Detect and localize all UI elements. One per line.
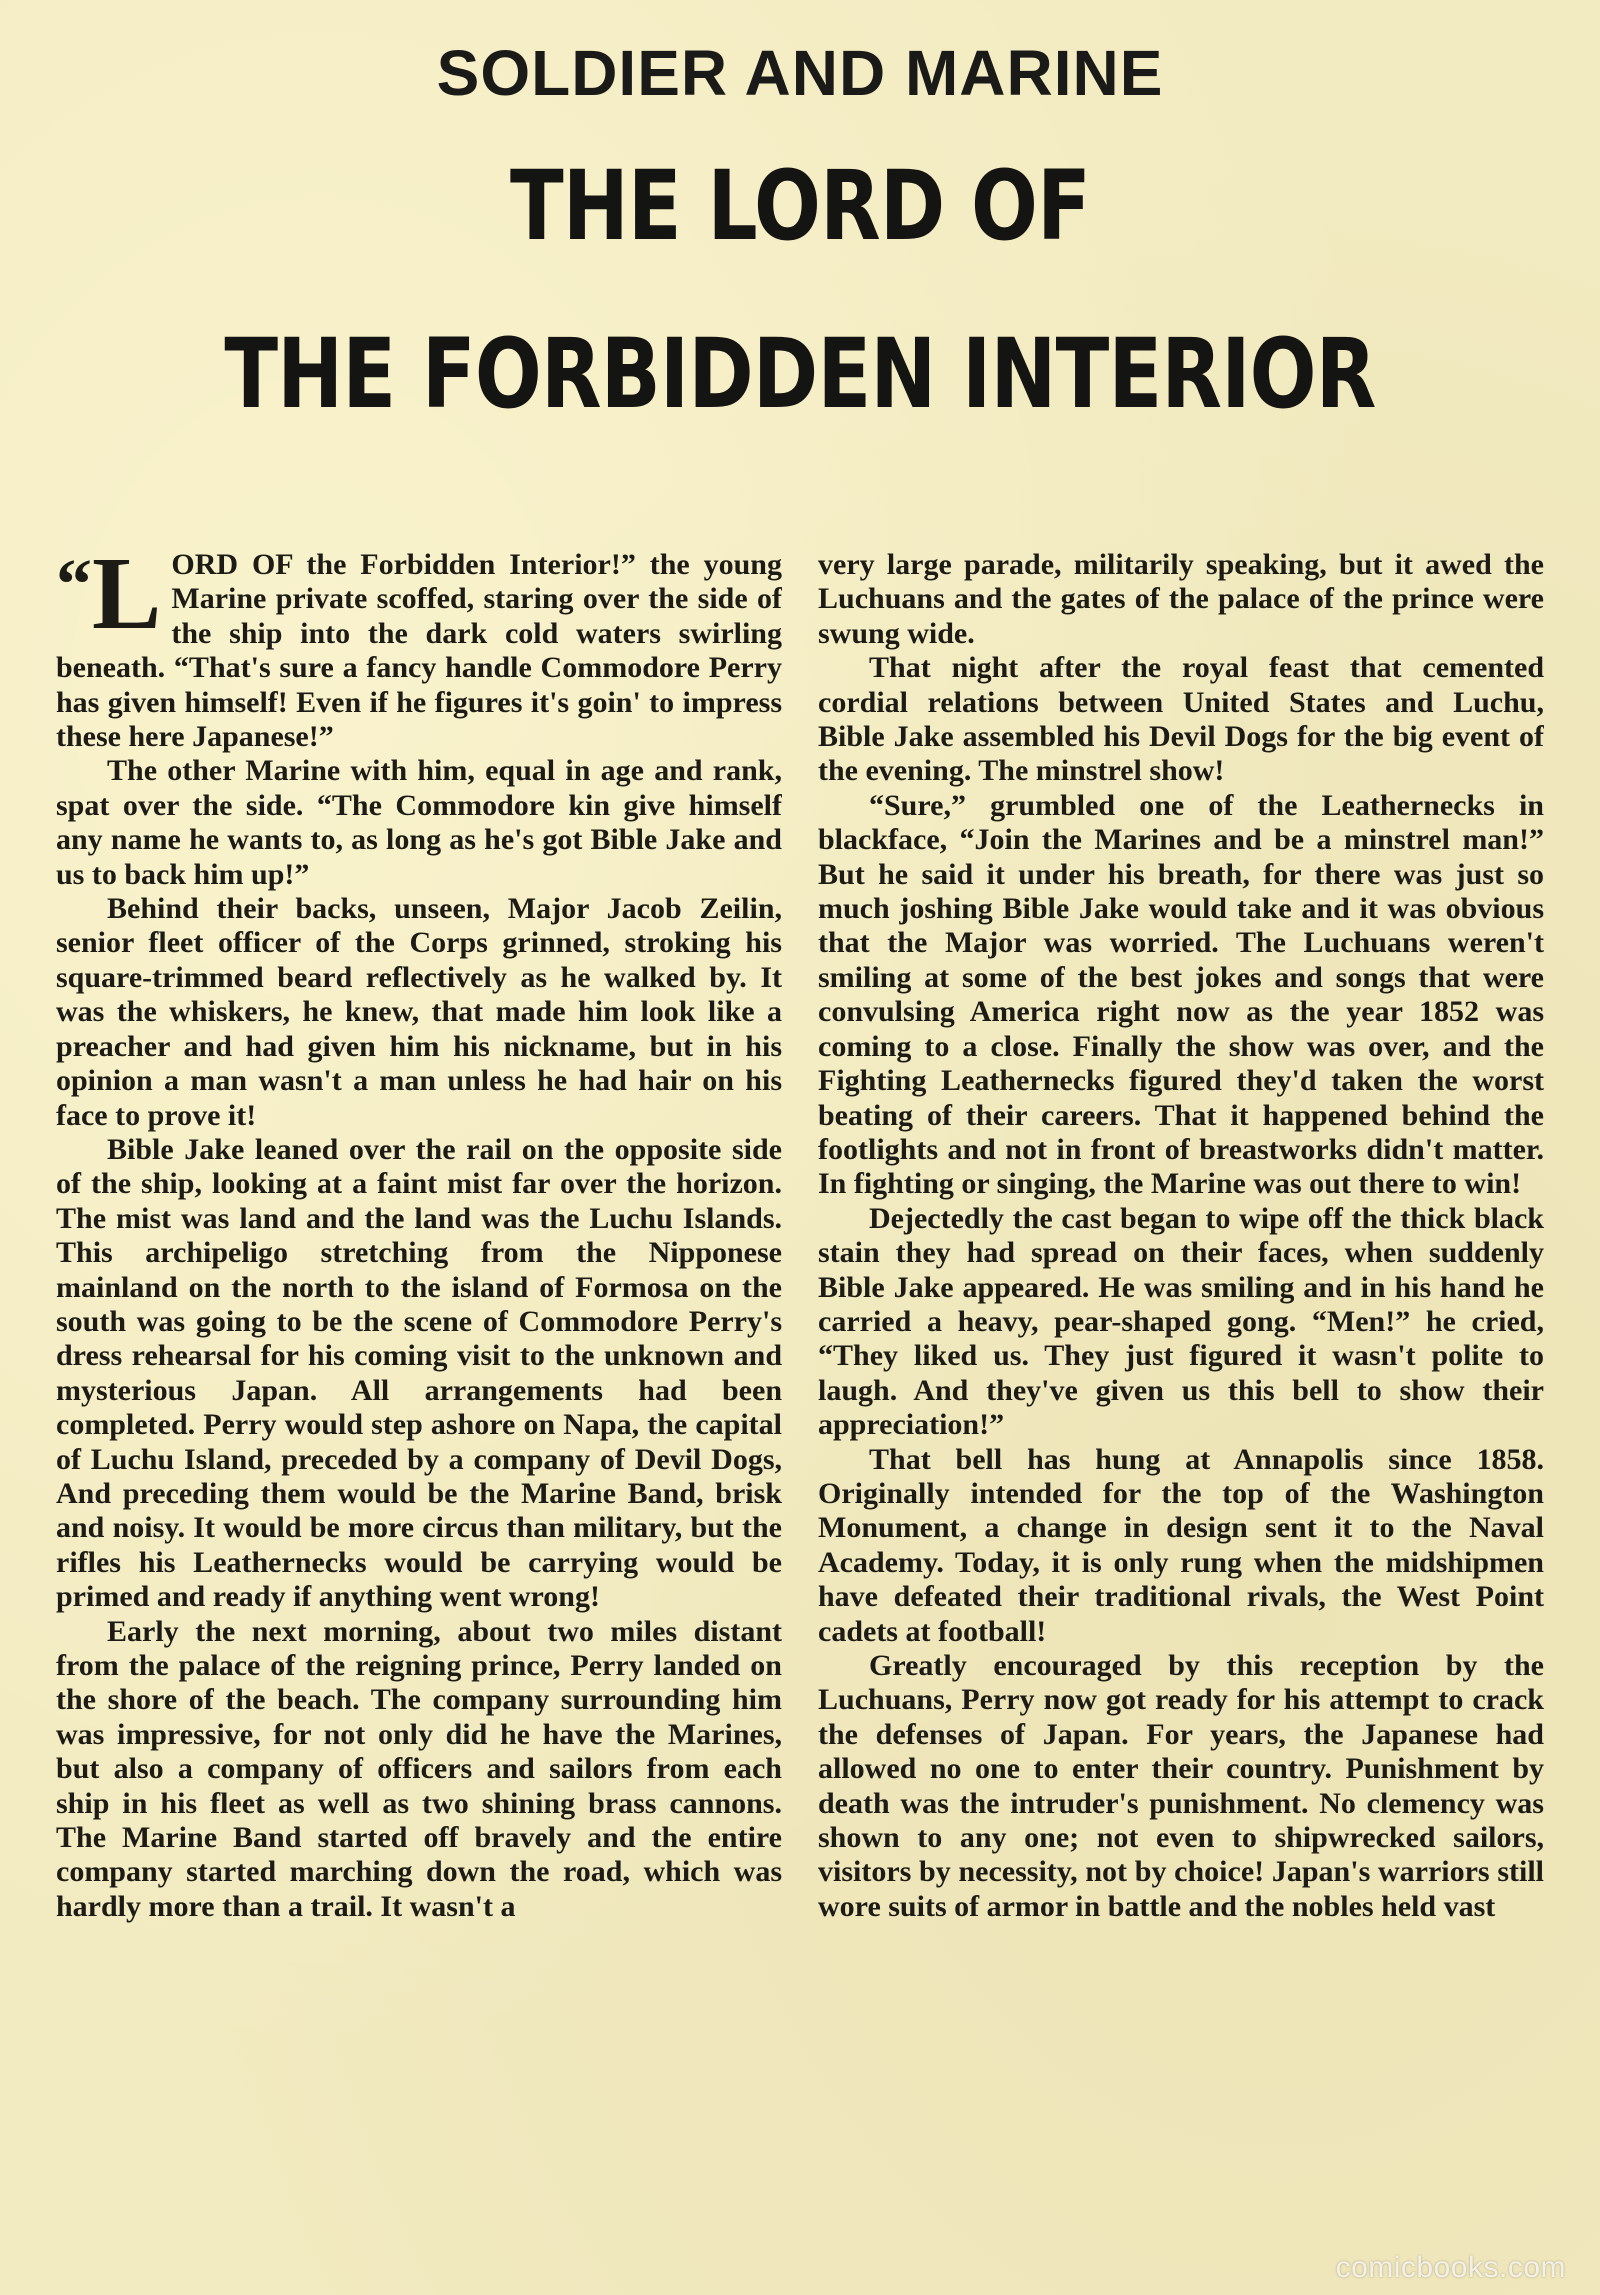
story-paragraph: Behind their backs, unseen, Major Jacob Zeilin, senior fleet officer of the Corps grinned, stroking his square-trimmed beard reflectively as he walked by. It was the whiskers, he knew, that made him look like a preacher and had given him his nickname, but in his opinion a man wasn't a man unless he had hair on his face to prove it! <box>56 892 782 1132</box>
story-paragraph: That night after the royal feast that cemented cordial relations between United States and Luchu, Bible Jake assembled his Devil Dogs for the big event of the evening. The minstrel show! <box>818 651 1544 788</box>
story-paragraph: That bell has hung at Annapolis since 1858. Originally intended for the top of the Washington Monument, a change in design sent it to the Naval Academy. Today, it is only rung when the midshipmen have defeated their traditional rivals, the West Point cadets at football! <box>818 1442 1544 1648</box>
site-watermark: comicbooks.com <box>1335 2251 1566 2284</box>
story-paragraph: Greatly encouraged by this reception by the Luchuans, Perry now got ready for his attempt to crack the defenses of Japan. For years, the Japanese had allowed no one to enter their country. Punishment by death was the intruder's punishment. No clemency was shown to any one; not even to shipwrecked sailors, visitors by necessity, not by choice! Japan's warriors still wore suits of armor in battle and the nobles held vast <box>818 1649 1544 1923</box>
story-paragraph <box>56 548 782 754</box>
drop-cap <box>56 548 162 651</box>
story-title-line-2: THE FORBIDDEN INTERIOR <box>224 318 1376 430</box>
story-paragraph: Early the next morning, about two miles distant from the palace of the reigning prince, Perry landed on the shore of the beach. The company surrounding him was impressive, for not only did he have the Marines, but also a company of officers and sailors from each ship in his fleet as well as two shining brass cannons. The Marine Band started off bravely and the entire company started marching down the road, which was hardly more than a trail. It wasn't a <box>56 1614 782 1923</box>
story-title-line-1: THE LORD OF <box>509 150 1091 262</box>
right-text-column <box>818 548 1544 2248</box>
story-paragraph: Dejectedly the cast began to wipe off the thick black stain they had spread on their faces, when suddenly Bible Jake appeared. He was smiling and in his hand he carried a heavy, pear-shaped gong. “Men!” he cried, “They liked us. They just figured it wasn't polite to laugh. And they've given us this bell to show their appreciation!” <box>818 1201 1544 1442</box>
story-paragraph-text: ORD OF the Forbidden Interior!” the young Marine private scoffed, staring over the side of the ship into the dark cold waters swirling beneath. “That's sure a fancy handle Commodore Perry has given himself! Even if he figures it's goin' to impress these here Japanese!” <box>56 548 782 754</box>
story-paragraph: “Sure,” grumbled one of the Leathernecks in blackface, “Join the Marines and be a minstrel man!” But he said it under his breath, for there was just so much joshing Bible Jake would take and it was obvious that the Major was worried. The Luchuans weren't smiling at some of the best jokes and songs that were convulsing America right now as the year 1852 was coming to a close. Finally the show was over, and the Fighting Leathernecks figured they'd taken the worst beating of their careers. That it happened behind the footlights and not in front of breastworks didn't matter. In fighting or singing, the Marine was out there to win! <box>818 788 1544 1201</box>
story-paragraph: Bible Jake leaned over the rail on the opposite side of the ship, looking at a faint mist far over the horizon. The mist was land and the land was the Luchu Islands. This archipeligo stretching from the Nipponese mainland on the north to the island of Formosa on the south was going to be the scene of Commodore Perry's dress rehearsal for his coming visit to the unknown and mysterious Japan. All arrangements had been completed. Perry would step ashore on Napa, the capital of Luchu Island, preceded by a company of Devil Dogs, And preceding them would be the Marine Band, brisk and noisy. It would be more circus than military, but the rifles his Leathernecks would be carrying would be primed and ready if anything went wrong! <box>56 1132 782 1614</box>
section-kicker: SOLDIER AND MARINE <box>436 37 1164 109</box>
story-paragraph: very large parade, militarily speaking, but it awed the Luchuans and the gates of the palace of the prince were swung wide. <box>818 548 1544 650</box>
story-paragraph: The other Marine with him, equal in age and rank, spat over the side. “The Commodore kin give himself any name he wants to, as long as he's got Bible Jake and us to back him up!” <box>56 754 782 891</box>
drop-cap-letter: L <box>92 548 162 651</box>
drop-cap-quote: “ <box>56 548 92 624</box>
left-text-column <box>56 548 782 2248</box>
